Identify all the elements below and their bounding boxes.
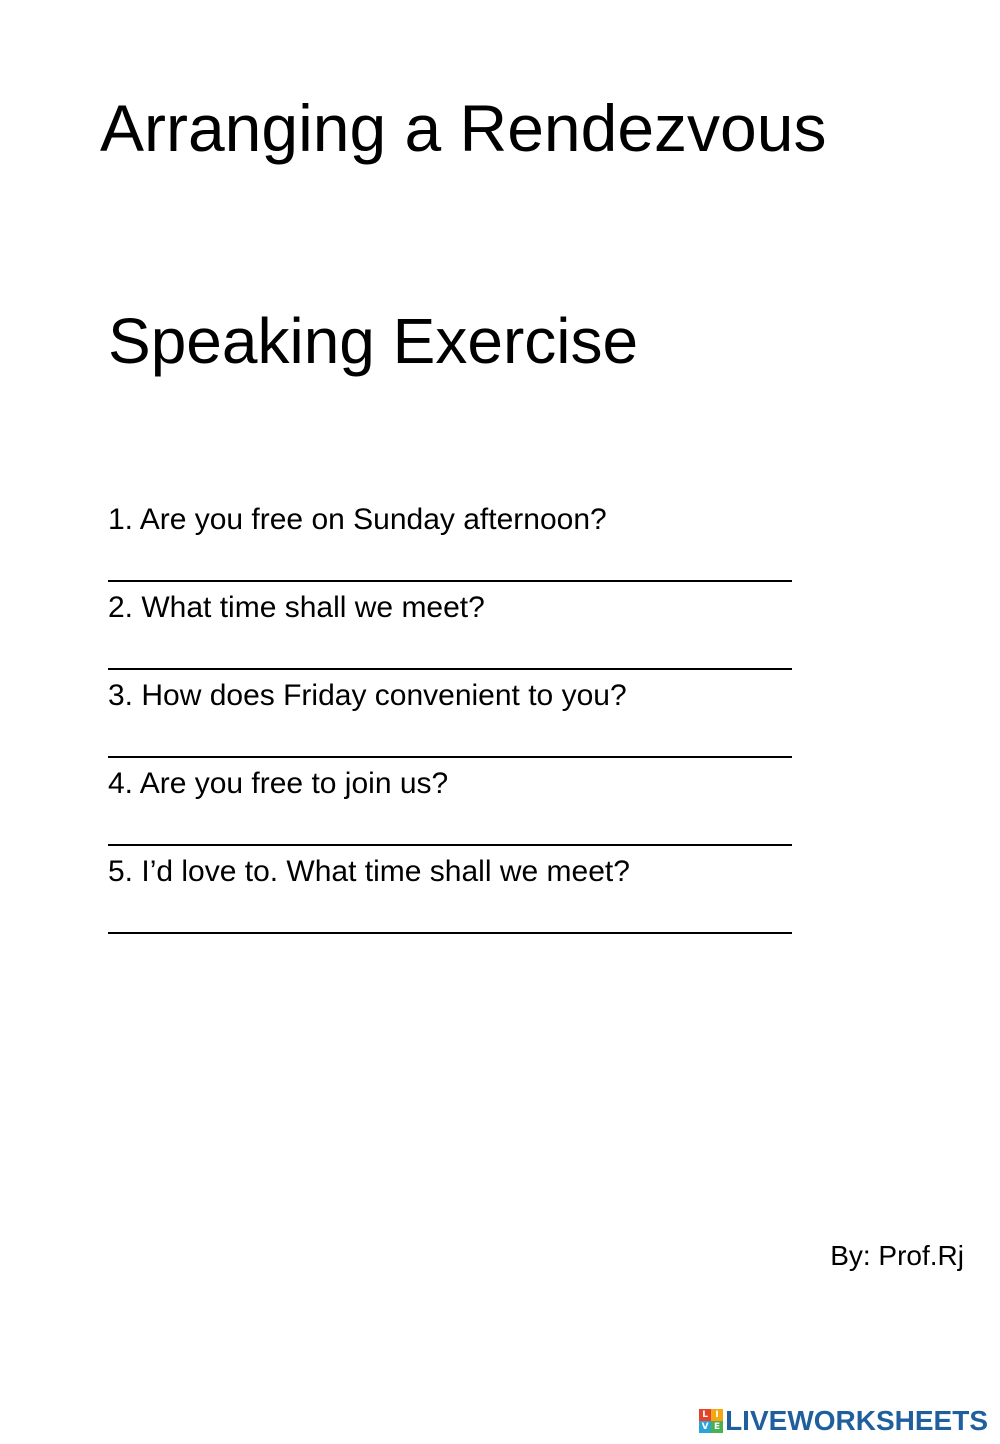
answer-line[interactable]: [108, 580, 792, 582]
question-item: [108, 588, 808, 676]
author-credit: By: Prof.Rj: [830, 1240, 964, 1271]
answer-line[interactable]: [108, 932, 792, 934]
question-item: [108, 852, 808, 940]
question-text: 4. Are you free to join us?: [108, 767, 449, 800]
answer-line[interactable]: [108, 756, 792, 758]
brand-name: LIVEWORKSHEETS: [725, 1405, 988, 1436]
question-item: [108, 764, 808, 852]
question-text: 1. Are you free on Sunday afternoon?: [108, 503, 607, 536]
question-item: [108, 500, 808, 588]
question-text: 2. What time shall we meet?: [108, 591, 485, 624]
answer-line[interactable]: [108, 844, 792, 846]
question-item: [108, 676, 808, 764]
brand-icon-letter: L: [699, 1409, 711, 1421]
question-list: [108, 500, 808, 940]
page-title: Arranging a Rendezvous: [100, 91, 827, 165]
liveworksheets-icon: [699, 1409, 723, 1433]
question-text: 3. How does Friday convenient to you?: [108, 679, 627, 712]
brand-logo[interactable]: [699, 1403, 988, 1439]
brand-icon-letter: V: [699, 1421, 711, 1433]
page-subtitle: Speaking Exercise: [108, 305, 639, 377]
question-text: 5. I’d love to. What time shall we meet?: [108, 855, 630, 888]
brand-icon-letter: I: [711, 1409, 723, 1421]
answer-line[interactable]: [108, 668, 792, 670]
brand-icon-letter: E: [711, 1421, 723, 1433]
